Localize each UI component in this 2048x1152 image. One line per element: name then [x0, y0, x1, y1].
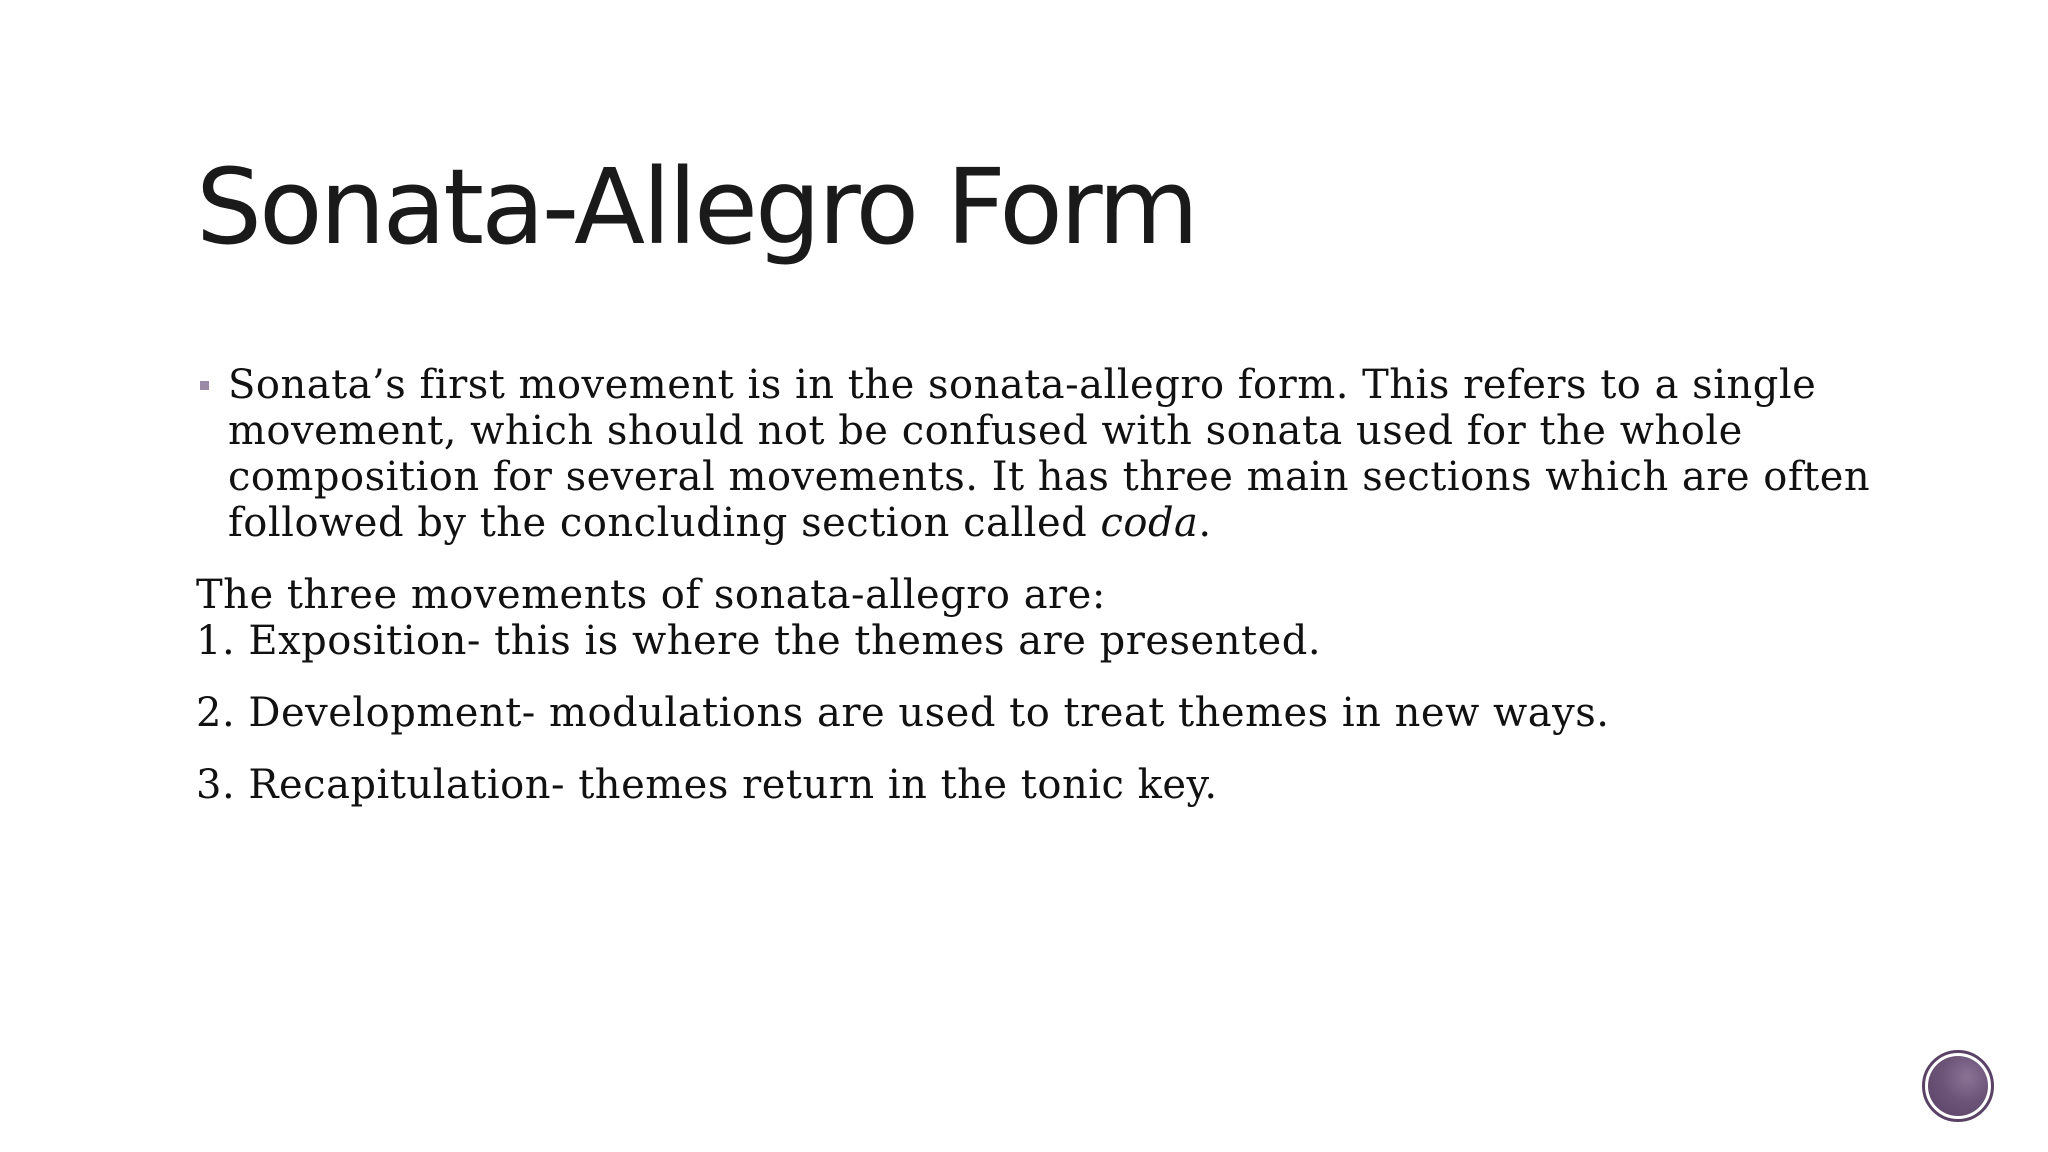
slide-body [196, 362, 1876, 834]
list-item-development: 2. Development- modulations are used to treat themes in new ways. [196, 690, 1610, 736]
slide-logo-icon [1922, 1050, 1994, 1122]
bullet-text-end: . [1198, 500, 1212, 546]
logo-circle [1928, 1056, 1988, 1116]
bullet-text: Sonata’s first movement is in the sonata-allegro form. This refers to a single movement, which should not be confused with sonata used for the whole composition for several movements. It has three main sections which are often followed by the concluding section called [228, 362, 1871, 546]
list-item-exposition: 1. Exposition- this is where the themes are presented. [196, 618, 1322, 664]
list-item-recapitulation: 3. Recapitulation- themes return in the tonic key. [196, 762, 1218, 808]
slide-title: Sonata-Allegro Form [196, 146, 1197, 268]
bullet-paragraph [196, 362, 1876, 546]
bullet-italic-term: coda [1100, 500, 1199, 546]
movements-intro: The three movements of sonata-allegro are: [196, 572, 1106, 618]
square-bullet-icon [200, 381, 209, 390]
